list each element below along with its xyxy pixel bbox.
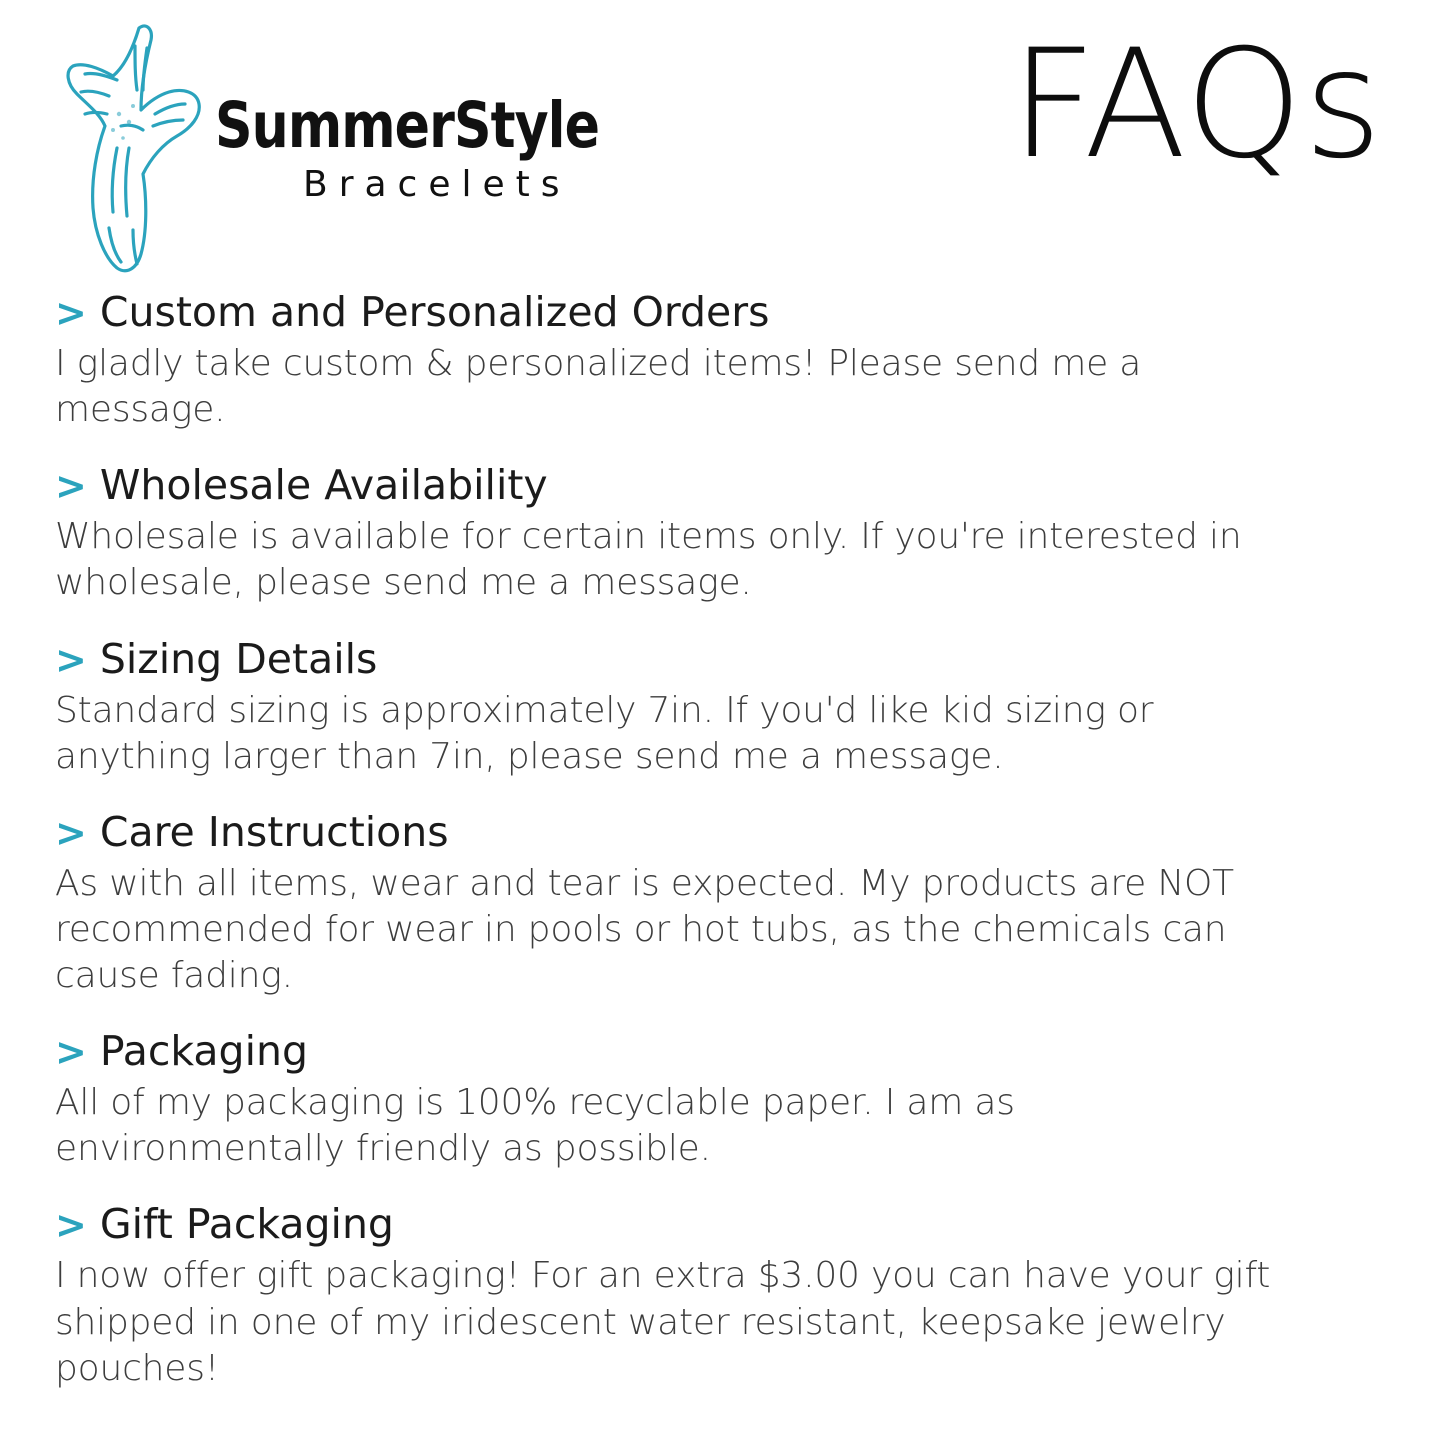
brand-subtitle: Bracelets <box>303 163 571 205</box>
faq-question-text: Care Instructions <box>99 807 449 856</box>
faq-question-text: Sizing Details <box>99 634 378 683</box>
faq-question <box>55 634 1383 683</box>
chevron-right-icon: > <box>55 810 87 855</box>
chevron-right-icon: > <box>55 464 87 509</box>
chevron-right-icon: > <box>55 291 87 335</box>
faq-answer: Standard sizing is approximately 7in. If you'd like kid sizing or anything larger than 7in, please send me a message. <box>55 689 1154 777</box>
faq-item <box>55 463 1383 606</box>
faq-answer: As with all items, wear and tear is expected. My products are NOT recommended for wear in pools or hot tubs, as the chemicals can cause fading. <box>55 862 1234 996</box>
faq-answer: Wholesale is available for certain items only. If you're interested in wholesale, please send me a message. <box>55 516 1242 604</box>
faq-question-text: Gift Packaging <box>99 1200 394 1249</box>
brand-name: SummerStyle <box>215 89 600 162</box>
page-title: FAQs <box>1010 18 1383 192</box>
faq-item <box>55 1029 1383 1172</box>
faq-list <box>0 290 1445 1392</box>
faq-item <box>55 634 1383 780</box>
faq-answer: I gladly take custom & personalized items! Please send me a message. <box>55 343 1142 431</box>
starfish-icon <box>55 18 205 273</box>
faq-question <box>55 1029 1383 1074</box>
faq-question-text: Packaging <box>99 1027 308 1076</box>
page-header <box>0 0 1445 290</box>
faq-item <box>55 290 1383 433</box>
faq-question <box>55 290 1383 335</box>
chevron-right-icon: > <box>55 1203 87 1248</box>
chevron-right-icon: > <box>55 1030 87 1075</box>
faq-question-text: Wholesale Availability <box>99 461 548 510</box>
faq-item <box>55 1202 1383 1391</box>
faq-item <box>55 807 1383 999</box>
faq-question <box>55 1202 1383 1247</box>
brand-logo <box>55 18 632 273</box>
faq-question-text: Custom and Personalized Orders <box>99 288 770 336</box>
faq-answer: All of my packaging is 100% recyclable paper. I am as environmentally friendly as possible. <box>55 1082 1015 1170</box>
faq-question <box>55 807 1383 856</box>
chevron-right-icon: > <box>55 637 87 682</box>
brand-wordmark <box>215 89 632 205</box>
faq-question <box>55 463 1383 508</box>
faq-answer: I now offer gift packaging! For an extra $3.00 you can have your gift shipped in one of my iridescent water resistant, keepsake jewelry pouches! <box>55 1255 1271 1389</box>
